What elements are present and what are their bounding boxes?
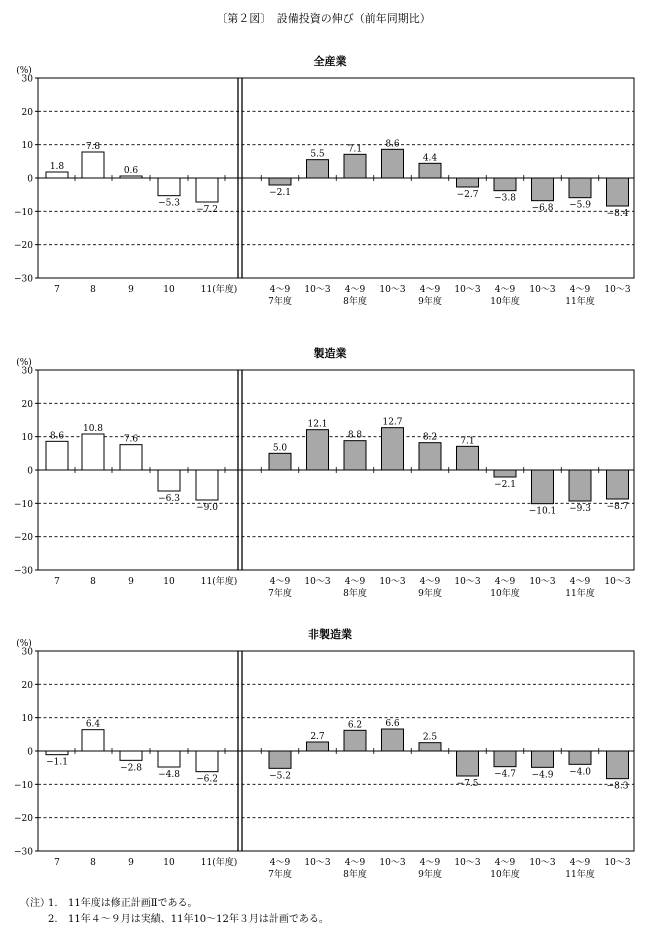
data-label: −2.1 [269,188,291,198]
x-tick-label: 4～9 [269,577,291,587]
bar [158,751,180,767]
x-tick-label: 4～9 [494,858,516,868]
x-tick-label: 10～3 [304,858,331,868]
data-label: 2.7 [310,732,325,742]
x-tick-label: 10年度 [490,297,520,307]
x-tick-label: 10～3 [304,285,331,295]
note-text: 11年４～９月は実績、11年10～12年３月は計画である。 [68,914,329,925]
bar [419,443,441,470]
data-label: −2.8 [120,763,142,774]
bar [494,470,516,477]
data-label: −8.7 [606,502,629,512]
bar [46,751,68,755]
x-tick-label: 10年度 [490,870,520,880]
data-label: 1.8 [49,162,65,172]
y-tick-label: −30 [14,847,33,858]
x-tick-label: 10～3 [379,285,406,295]
x-tick-label: 4～9 [569,858,591,868]
x-tick-label: 4～9 [344,285,366,295]
data-label: 6.6 [385,719,400,729]
x-tick-label: 10～3 [529,858,556,868]
data-label: −9.3 [569,504,591,514]
x-tick-label: 4～9 [494,285,516,295]
bar [494,751,516,767]
bar [607,751,629,779]
x-tick-label: 9年度 [418,297,442,307]
x-tick-label: 8 [90,285,96,295]
bar [46,441,68,470]
y-tick-label: 20 [21,680,33,691]
x-tick-label: 10～3 [529,577,556,587]
bar [382,149,404,178]
x-tick-label: 10～3 [604,858,631,868]
note-text: 11年度は修正計画Ⅱである。 [68,898,198,909]
data-label: 7.1 [347,144,363,155]
data-label: 5.5 [310,149,325,160]
data-label: 7.1 [460,436,475,447]
x-tick-label: 9 [128,577,134,587]
data-label: −5.9 [569,200,591,211]
data-label: 2.5 [422,732,438,743]
data-label: −2.1 [494,480,516,490]
bar [532,470,554,504]
data-label: −1.1 [46,757,68,768]
bar [196,178,218,202]
y-tick-label: −20 [14,533,33,544]
x-tick-label: 4～9 [419,577,441,587]
bar [120,176,142,178]
bar [307,160,329,178]
bar [569,751,591,764]
y-tick-label: 0 [27,174,33,185]
data-label: 6.2 [347,720,363,731]
data-label: −4.9 [531,770,554,781]
data-label: 7.6 [123,434,139,445]
bar [82,434,104,470]
x-tick-label: 8年度 [343,297,367,307]
bar [196,470,218,500]
x-tick-label: 7年度 [268,589,292,599]
bar [158,470,180,491]
x-tick-label: 4～9 [569,577,591,587]
x-tick-label: 4～9 [269,858,291,868]
data-label: −3.8 [494,193,516,204]
y-tick-label: 30 [21,647,33,658]
x-tick-label: 10 [163,858,175,868]
data-label: −6.2 [196,774,218,785]
notes-label: （注） [20,898,50,909]
bar [457,178,479,187]
y-tick-label: 0 [27,747,33,758]
x-tick-label: 4～9 [569,285,591,295]
x-tick-label: 11年度 [565,870,595,880]
chart-panel [14,346,634,599]
x-tick-label: 7年度 [268,870,292,880]
bar [532,751,554,767]
x-tick-label: 7年度 [268,297,292,307]
y-tick-label: 30 [21,74,33,85]
x-tick-label: 11(年度) [200,285,238,295]
x-tick-label: 10年度 [490,589,520,599]
y-tick-label: 10 [21,714,33,725]
bar [457,751,479,776]
x-tick-label: 10 [163,577,175,587]
bar [457,446,479,470]
data-label: 0.6 [123,166,139,176]
x-tick-label: 11年度 [565,589,595,599]
data-label: −4.0 [569,767,591,778]
bar [269,453,291,470]
bar [120,751,142,760]
bar [569,470,591,501]
x-tick-label: 8 [90,858,96,868]
note-row [20,896,329,912]
bar [494,178,516,191]
data-label: −2.7 [456,190,479,200]
note-number: 1. [48,898,58,909]
y-tick-label: 10 [21,433,33,444]
data-label: −4.7 [494,769,516,780]
y-unit-label: (%) [16,639,32,649]
x-tick-label: 9年度 [418,870,442,880]
data-label: −8.4 [606,209,629,219]
x-tick-label: 4～9 [494,577,516,587]
data-label: 5.0 [272,443,288,454]
y-tick-label: −30 [14,566,33,577]
y-tick-label: −20 [14,241,33,252]
bar [307,430,329,470]
y-tick-label: −30 [14,274,33,285]
y-unit-label: (%) [16,358,32,368]
bar [269,751,291,768]
data-label: −6.3 [158,494,180,504]
y-tick-label: −10 [14,499,33,510]
x-tick-label: 8年度 [343,589,367,599]
y-tick-label: 0 [27,466,33,477]
x-tick-label: 11年度 [565,297,595,307]
bar [82,730,104,751]
data-label: 7.8 [85,142,101,152]
data-label: −4.8 [158,770,180,780]
y-tick-label: 30 [21,366,33,377]
data-label: 4.4 [422,153,438,164]
chart-panel [14,627,634,880]
x-tick-label: 8年度 [343,870,367,880]
data-label: 12.7 [382,417,403,428]
x-tick-label: 10～3 [304,577,331,587]
x-tick-label: 4～9 [419,858,441,868]
data-label: −7.2 [196,205,218,215]
y-tick-label: −20 [14,814,33,825]
bar [158,178,180,196]
x-tick-label: 7 [54,577,60,587]
x-tick-label: 10～3 [454,577,481,587]
data-label: 8.8 [347,430,363,441]
x-tick-label: 9年度 [418,589,442,599]
x-tick-label: 10～3 [379,577,406,587]
bar [120,445,142,470]
chart-title: 製造業 [313,347,347,360]
x-tick-label: 10～3 [604,577,631,587]
bar [382,428,404,470]
bar [344,441,366,470]
x-tick-label: 10～3 [604,285,631,295]
chart-panel [14,54,634,307]
x-tick-label: 9 [128,858,134,868]
x-tick-label: 4～9 [419,285,441,295]
y-tick-label: 10 [21,141,33,152]
data-label: 8.6 [49,431,65,442]
data-label: −9.0 [196,503,218,513]
bar [569,178,591,198]
data-label: −6.8 [531,203,554,214]
x-tick-label: 4～9 [269,285,291,295]
data-label: 12.1 [307,419,328,430]
y-tick-label: 20 [21,107,33,118]
notes [20,896,329,928]
data-label: −5.3 [158,198,180,209]
note-row [20,912,329,928]
x-tick-label: 11(年度) [200,577,238,587]
x-tick-label: 10～3 [454,285,481,295]
data-label: −7.5 [456,779,479,789]
bar [307,742,329,751]
x-tick-label: 11(年度) [200,858,238,868]
bar [46,172,68,178]
y-tick-label: 20 [21,399,33,410]
x-tick-label: 4～9 [344,577,366,587]
x-tick-label: 10～3 [529,285,556,295]
figure-title: 〔第２図〕 設備投資の伸び（前年同期比） [216,12,431,25]
x-tick-label: 10～3 [454,858,481,868]
bar [344,154,366,178]
chart-title: 全産業 [313,55,347,68]
data-label: −5.2 [269,771,291,782]
x-tick-label: 10 [163,285,175,295]
x-tick-label: 4～9 [344,858,366,868]
y-unit-label: (%) [16,66,32,76]
bar [269,178,291,185]
x-tick-label: 9 [128,285,134,295]
bar [607,470,629,499]
y-tick-label: −10 [14,780,33,791]
note-number: 2. [48,914,58,925]
x-tick-label: 7 [54,858,60,868]
bar [419,163,441,178]
bar [607,178,629,206]
bar [532,178,554,201]
data-label: 8.2 [422,432,438,443]
y-tick-label: −10 [14,207,33,218]
bar [82,152,104,178]
bar [382,729,404,751]
bar [196,751,218,772]
data-label: 10.8 [82,424,104,434]
data-label: −10.1 [528,506,557,517]
x-tick-label: 10～3 [379,858,406,868]
chart-title: 非製造業 [308,628,352,641]
data-label: 6.4 [85,719,101,730]
bar [344,730,366,751]
x-tick-label: 8 [90,577,96,587]
data-label: −8.3 [606,781,629,792]
bar [419,743,441,751]
data-label: 8.6 [385,139,400,150]
x-tick-label: 7 [54,285,60,295]
